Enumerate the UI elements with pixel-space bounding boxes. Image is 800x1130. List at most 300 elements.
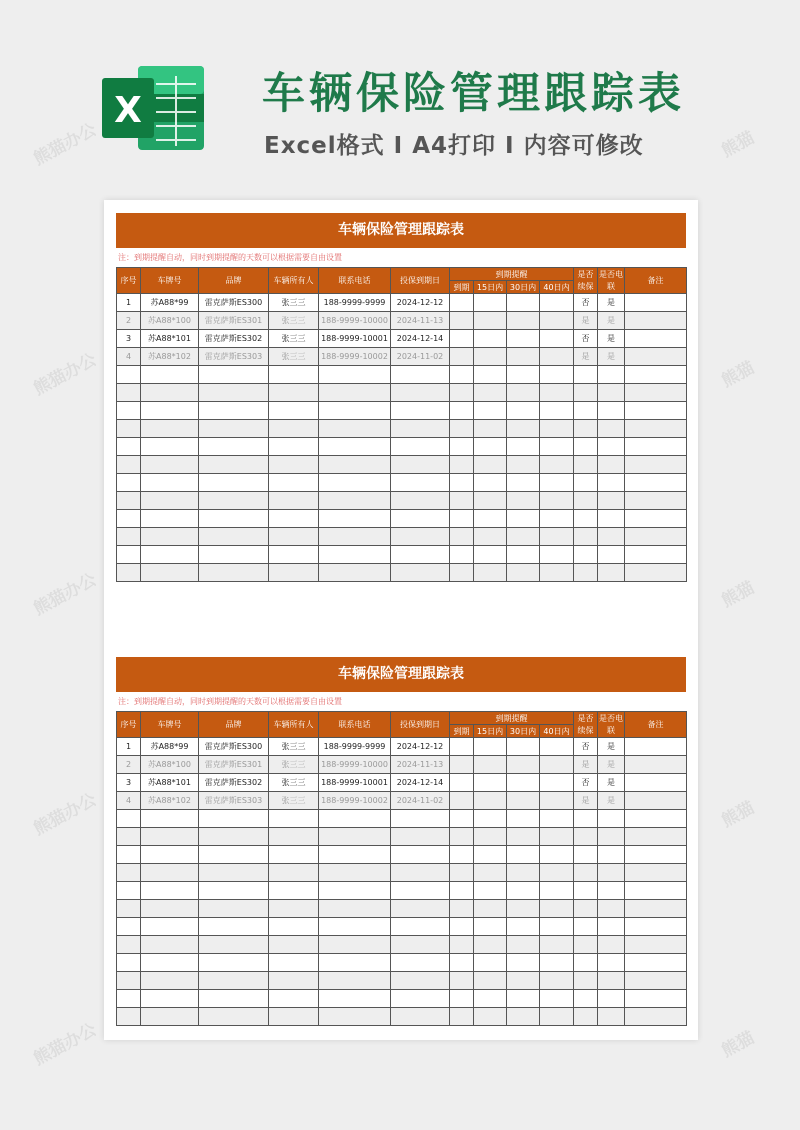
cell-owner[interactable]: 张三三 [269,294,319,312]
empty-cell[interactable] [269,402,319,420]
cell-owner[interactable]: 张三三 [269,756,319,774]
empty-cell[interactable] [598,492,625,510]
empty-cell[interactable] [450,864,474,882]
empty-cell[interactable] [540,900,574,918]
empty-cell[interactable] [540,972,574,990]
cell-seq[interactable]: 3 [117,330,141,348]
empty-cell[interactable] [117,546,141,564]
empty-cell[interactable] [269,900,319,918]
empty-cell[interactable] [391,810,450,828]
empty-cell[interactable] [199,900,269,918]
empty-cell[interactable] [598,564,625,582]
empty-cell[interactable] [141,420,199,438]
empty-cell[interactable] [474,900,507,918]
empty-cell[interactable] [269,492,319,510]
empty-cell[interactable] [450,420,474,438]
cell-phone[interactable]: 188-9999-9999 [319,294,391,312]
empty-cell[interactable] [625,918,687,936]
empty-cell[interactable] [507,918,540,936]
cell-brand[interactable]: 雷克萨斯ES302 [199,330,269,348]
empty-cell[interactable] [391,828,450,846]
empty-cell[interactable] [391,972,450,990]
empty-cell[interactable] [540,528,574,546]
empty-cell[interactable] [625,828,687,846]
empty-cell[interactable] [625,990,687,1008]
cell-phone[interactable]: 188-9999-10000 [319,756,391,774]
empty-cell[interactable] [507,990,540,1008]
empty-cell[interactable] [598,972,625,990]
empty-cell[interactable] [391,510,450,528]
empty-cell[interactable] [319,882,391,900]
cell-30days[interactable] [507,792,540,810]
empty-cell[interactable] [117,972,141,990]
empty-cell[interactable] [199,474,269,492]
cell-15days[interactable] [474,330,507,348]
empty-cell[interactable] [540,438,574,456]
empty-cell[interactable] [117,492,141,510]
empty-cell[interactable] [507,900,540,918]
empty-cell[interactable] [598,936,625,954]
empty-cell[interactable] [625,936,687,954]
empty-cell[interactable] [474,528,507,546]
empty-cell[interactable] [117,474,141,492]
empty-cell[interactable] [598,828,625,846]
empty-cell[interactable] [625,882,687,900]
empty-cell[interactable] [319,492,391,510]
cell-30days[interactable] [507,774,540,792]
empty-cell[interactable] [540,420,574,438]
empty-cell[interactable] [199,882,269,900]
cell-phone[interactable]: 188-9999-10002 [319,348,391,366]
empty-cell[interactable] [598,510,625,528]
empty-cell[interactable] [319,864,391,882]
empty-cell[interactable] [269,954,319,972]
empty-cell[interactable] [507,564,540,582]
cell-seq[interactable]: 3 [117,774,141,792]
cell-plate[interactable]: 苏A88*100 [141,756,199,774]
cell-40days[interactable] [540,312,574,330]
cell-brand[interactable]: 雷克萨斯ES301 [199,756,269,774]
empty-cell[interactable] [598,402,625,420]
cell-phone[interactable]: 188-9999-10001 [319,774,391,792]
empty-cell[interactable] [450,510,474,528]
empty-cell[interactable] [269,864,319,882]
cell-renew[interactable]: 是 [574,312,598,330]
cell-40days[interactable] [540,792,574,810]
empty-cell[interactable] [141,828,199,846]
cell-remark[interactable] [625,756,687,774]
empty-cell[interactable] [199,492,269,510]
empty-cell[interactable] [269,846,319,864]
empty-cell[interactable] [319,474,391,492]
empty-cell[interactable] [269,810,319,828]
empty-cell[interactable] [141,456,199,474]
empty-cell[interactable] [269,420,319,438]
empty-cell[interactable] [450,492,474,510]
empty-cell[interactable] [507,546,540,564]
empty-cell[interactable] [598,846,625,864]
empty-cell[interactable] [598,990,625,1008]
empty-cell[interactable] [141,846,199,864]
empty-cell[interactable] [474,954,507,972]
empty-cell[interactable] [391,882,450,900]
empty-cell[interactable] [450,528,474,546]
empty-cell[interactable] [625,546,687,564]
cell-seq[interactable]: 4 [117,348,141,366]
empty-cell[interactable] [598,918,625,936]
empty-cell[interactable] [450,474,474,492]
empty-cell[interactable] [117,882,141,900]
empty-cell[interactable] [625,810,687,828]
cell-seq[interactable]: 1 [117,294,141,312]
cell-remark[interactable] [625,312,687,330]
empty-cell[interactable] [450,882,474,900]
cell-insure-date[interactable]: 2024-12-12 [391,294,450,312]
empty-cell[interactable] [391,492,450,510]
cell-remark[interactable] [625,330,687,348]
cell-owner[interactable]: 张三三 [269,348,319,366]
empty-cell[interactable] [625,366,687,384]
empty-cell[interactable] [319,384,391,402]
empty-cell[interactable] [625,384,687,402]
empty-cell[interactable] [598,1008,625,1026]
empty-cell[interactable] [507,936,540,954]
empty-cell[interactable] [141,900,199,918]
empty-cell[interactable] [199,828,269,846]
empty-cell[interactable] [117,456,141,474]
empty-cell[interactable] [117,936,141,954]
cell-40days[interactable] [540,774,574,792]
empty-cell[interactable] [625,420,687,438]
cell-phone[interactable]: 188-9999-10000 [319,312,391,330]
empty-cell[interactable] [450,828,474,846]
cell-insure-date[interactable]: 2024-11-02 [391,792,450,810]
cell-brand[interactable]: 雷克萨斯ES300 [199,738,269,756]
empty-cell[interactable] [474,846,507,864]
empty-cell[interactable] [625,492,687,510]
empty-cell[interactable] [598,384,625,402]
empty-cell[interactable] [391,438,450,456]
empty-cell[interactable] [574,366,598,384]
empty-cell[interactable] [474,564,507,582]
empty-cell[interactable] [319,456,391,474]
empty-cell[interactable] [269,384,319,402]
cell-renew[interactable]: 否 [574,294,598,312]
empty-cell[interactable] [474,864,507,882]
cell-15days[interactable] [474,756,507,774]
empty-cell[interactable] [141,954,199,972]
cell-plate[interactable]: 苏A88*101 [141,330,199,348]
empty-cell[interactable] [507,954,540,972]
empty-cell[interactable] [319,954,391,972]
empty-cell[interactable] [507,528,540,546]
empty-cell[interactable] [319,564,391,582]
empty-cell[interactable] [319,402,391,420]
empty-cell[interactable] [319,366,391,384]
empty-cell[interactable] [117,810,141,828]
empty-cell[interactable] [574,474,598,492]
cell-remark[interactable] [625,294,687,312]
empty-cell[interactable] [540,546,574,564]
empty-cell[interactable] [141,384,199,402]
cell-seq[interactable]: 4 [117,792,141,810]
empty-cell[interactable] [540,366,574,384]
empty-cell[interactable] [574,864,598,882]
empty-cell[interactable] [450,546,474,564]
empty-cell[interactable] [391,528,450,546]
empty-cell[interactable] [540,474,574,492]
empty-cell[interactable] [507,438,540,456]
empty-cell[interactable] [574,402,598,420]
cell-insure-date[interactable]: 2024-12-14 [391,330,450,348]
empty-cell[interactable] [450,384,474,402]
empty-cell[interactable] [319,420,391,438]
empty-cell[interactable] [199,402,269,420]
empty-cell[interactable] [391,456,450,474]
cell-phone[interactable]: 188-9999-9999 [319,738,391,756]
empty-cell[interactable] [625,864,687,882]
empty-cell[interactable] [625,456,687,474]
empty-cell[interactable] [141,810,199,828]
cell-called[interactable]: 是 [598,792,625,810]
cell-due[interactable] [450,348,474,366]
cell-15days[interactable] [474,738,507,756]
empty-cell[interactable] [319,990,391,1008]
empty-cell[interactable] [598,474,625,492]
empty-cell[interactable] [319,438,391,456]
empty-cell[interactable] [141,972,199,990]
cell-renew[interactable]: 是 [574,756,598,774]
empty-cell[interactable] [574,510,598,528]
empty-cell[interactable] [474,510,507,528]
empty-cell[interactable] [474,456,507,474]
empty-cell[interactable] [199,546,269,564]
empty-cell[interactable] [199,528,269,546]
cell-40days[interactable] [540,330,574,348]
cell-30days[interactable] [507,738,540,756]
empty-cell[interactable] [141,402,199,420]
cell-remark[interactable] [625,774,687,792]
cell-remark[interactable] [625,348,687,366]
empty-cell[interactable] [319,828,391,846]
empty-cell[interactable] [574,846,598,864]
empty-cell[interactable] [598,420,625,438]
empty-cell[interactable] [540,510,574,528]
empty-cell[interactable] [540,918,574,936]
empty-cell[interactable] [598,900,625,918]
empty-cell[interactable] [199,936,269,954]
empty-cell[interactable] [625,474,687,492]
empty-cell[interactable] [474,882,507,900]
cell-insure-date[interactable]: 2024-11-13 [391,756,450,774]
cell-due[interactable] [450,330,474,348]
empty-cell[interactable] [574,936,598,954]
empty-cell[interactable] [540,492,574,510]
empty-cell[interactable] [319,1008,391,1026]
empty-cell[interactable] [625,972,687,990]
empty-cell[interactable] [625,564,687,582]
empty-cell[interactable] [141,366,199,384]
cell-renew[interactable]: 否 [574,330,598,348]
empty-cell[interactable] [574,990,598,1008]
empty-cell[interactable] [507,456,540,474]
cell-renew[interactable]: 是 [574,792,598,810]
empty-cell[interactable] [117,864,141,882]
empty-cell[interactable] [598,954,625,972]
empty-cell[interactable] [117,420,141,438]
empty-cell[interactable] [598,864,625,882]
empty-cell[interactable] [574,546,598,564]
empty-cell[interactable] [625,954,687,972]
empty-cell[interactable] [540,402,574,420]
empty-cell[interactable] [474,990,507,1008]
cell-plate[interactable]: 苏A88*99 [141,738,199,756]
empty-cell[interactable] [507,1008,540,1026]
empty-cell[interactable] [199,918,269,936]
empty-cell[interactable] [540,828,574,846]
empty-cell[interactable] [507,510,540,528]
cell-renew[interactable]: 否 [574,738,598,756]
cell-called[interactable]: 是 [598,774,625,792]
empty-cell[interactable] [269,990,319,1008]
empty-cell[interactable] [474,936,507,954]
empty-cell[interactable] [574,456,598,474]
empty-cell[interactable] [598,810,625,828]
empty-cell[interactable] [141,1008,199,1026]
empty-cell[interactable] [540,882,574,900]
cell-15days[interactable] [474,312,507,330]
empty-cell[interactable] [540,846,574,864]
empty-cell[interactable] [507,828,540,846]
empty-cell[interactable] [199,954,269,972]
cell-15days[interactable] [474,348,507,366]
empty-cell[interactable] [540,1008,574,1026]
cell-30days[interactable] [507,312,540,330]
empty-cell[interactable] [199,438,269,456]
empty-cell[interactable] [391,1008,450,1026]
cell-30days[interactable] [507,294,540,312]
empty-cell[interactable] [450,918,474,936]
empty-cell[interactable] [540,954,574,972]
cell-due[interactable] [450,756,474,774]
empty-cell[interactable] [117,954,141,972]
empty-cell[interactable] [625,510,687,528]
empty-cell[interactable] [540,864,574,882]
empty-cell[interactable] [598,438,625,456]
empty-cell[interactable] [269,936,319,954]
empty-cell[interactable] [391,954,450,972]
cell-called[interactable]: 是 [598,348,625,366]
cell-due[interactable] [450,312,474,330]
empty-cell[interactable] [199,456,269,474]
cell-brand[interactable]: 雷克萨斯ES303 [199,792,269,810]
empty-cell[interactable] [540,810,574,828]
cell-phone[interactable]: 188-9999-10002 [319,792,391,810]
empty-cell[interactable] [117,828,141,846]
empty-cell[interactable] [474,546,507,564]
empty-cell[interactable] [598,546,625,564]
empty-cell[interactable] [269,918,319,936]
empty-cell[interactable] [199,1008,269,1026]
empty-cell[interactable] [117,384,141,402]
empty-cell[interactable] [507,972,540,990]
cell-brand[interactable]: 雷克萨斯ES300 [199,294,269,312]
empty-cell[interactable] [199,366,269,384]
cell-40days[interactable] [540,348,574,366]
empty-cell[interactable] [269,438,319,456]
empty-cell[interactable] [450,456,474,474]
empty-cell[interactable] [117,918,141,936]
cell-owner[interactable]: 张三三 [269,312,319,330]
empty-cell[interactable] [507,474,540,492]
empty-cell[interactable] [199,990,269,1008]
empty-cell[interactable] [391,546,450,564]
empty-cell[interactable] [199,510,269,528]
empty-cell[interactable] [141,864,199,882]
empty-cell[interactable] [507,810,540,828]
empty-cell[interactable] [391,918,450,936]
empty-cell[interactable] [574,972,598,990]
empty-cell[interactable] [540,990,574,1008]
empty-cell[interactable] [474,402,507,420]
cell-brand[interactable]: 雷克萨斯ES302 [199,774,269,792]
empty-cell[interactable] [540,936,574,954]
empty-cell[interactable] [391,384,450,402]
cell-called[interactable]: 是 [598,312,625,330]
cell-15days[interactable] [474,774,507,792]
empty-cell[interactable] [391,402,450,420]
cell-remark[interactable] [625,792,687,810]
empty-cell[interactable] [574,828,598,846]
empty-cell[interactable] [598,882,625,900]
empty-cell[interactable] [269,828,319,846]
empty-cell[interactable] [391,564,450,582]
empty-cell[interactable] [117,564,141,582]
empty-cell[interactable] [450,810,474,828]
empty-cell[interactable] [540,456,574,474]
cell-30days[interactable] [507,756,540,774]
empty-cell[interactable] [474,474,507,492]
empty-cell[interactable] [574,438,598,456]
empty-cell[interactable] [391,846,450,864]
empty-cell[interactable] [474,972,507,990]
empty-cell[interactable] [391,936,450,954]
empty-cell[interactable] [141,528,199,546]
empty-cell[interactable] [507,384,540,402]
empty-cell[interactable] [319,546,391,564]
empty-cell[interactable] [319,936,391,954]
empty-cell[interactable] [450,402,474,420]
empty-cell[interactable] [141,438,199,456]
empty-cell[interactable] [625,528,687,546]
empty-cell[interactable] [625,900,687,918]
empty-cell[interactable] [141,546,199,564]
empty-cell[interactable] [574,492,598,510]
empty-cell[interactable] [199,972,269,990]
cell-seq[interactable]: 1 [117,738,141,756]
empty-cell[interactable] [269,474,319,492]
cell-insure-date[interactable]: 2024-12-12 [391,738,450,756]
empty-cell[interactable] [141,918,199,936]
empty-cell[interactable] [319,900,391,918]
empty-cell[interactable] [141,510,199,528]
empty-cell[interactable] [598,528,625,546]
cell-15days[interactable] [474,294,507,312]
empty-cell[interactable] [474,918,507,936]
cell-15days[interactable] [474,792,507,810]
empty-cell[interactable] [141,882,199,900]
empty-cell[interactable] [319,972,391,990]
